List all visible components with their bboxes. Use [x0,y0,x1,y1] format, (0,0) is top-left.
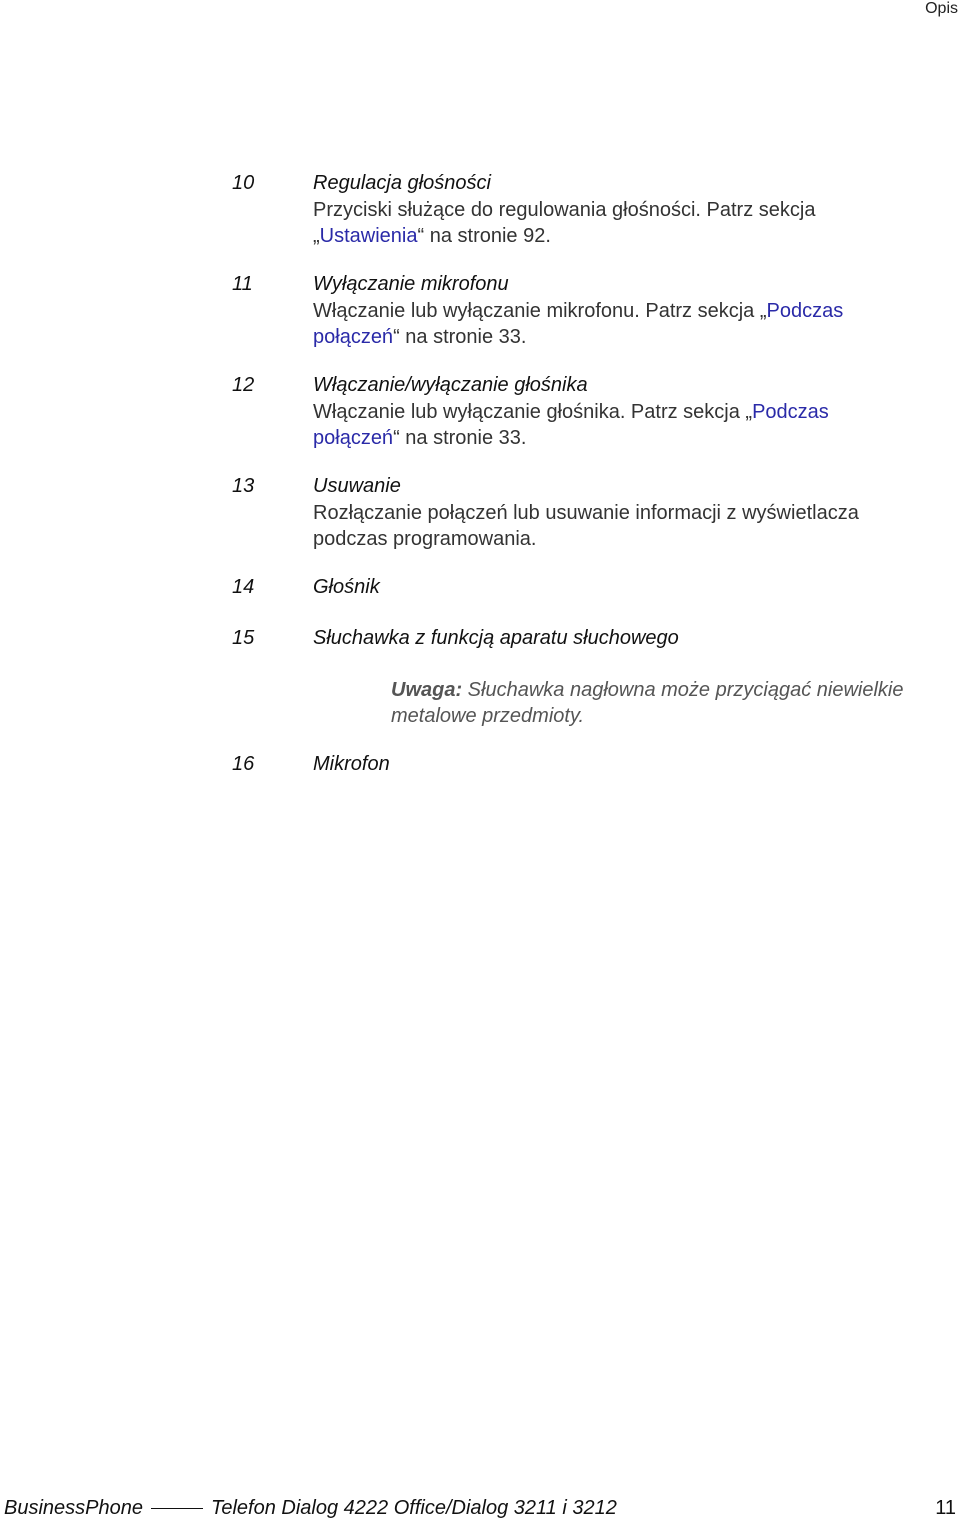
page-number: 11 [935,1497,956,1519]
desc-text: “ na stronie 33. [393,426,527,449]
entry-number: 10 [232,172,255,194]
entry-title: Słuchawka z funkcją aparatu słuchowego [313,627,679,649]
page-footer [4,1497,956,1520]
entry-number: 15 [232,627,255,649]
entry-number: 14 [232,576,255,598]
footer-brand: BusinessPhone [4,1497,143,1519]
entry-title: Głośnik [313,576,380,598]
footer-rule [151,1508,203,1509]
desc-text: “ na stronie 92. [417,224,551,247]
link-podczas-polaczen[interactable]: Podczas połączeń [313,401,829,449]
entry-number: 11 [232,273,253,295]
entry-description: Rozłączanie połączeń lub usuwanie informacji z wyświetlacza podczas programowania. [313,502,859,550]
desc-text: Przyciski służące do regulowania głośności. Patrz sekcja „ [313,199,816,247]
entry-title: Mikrofon [313,753,390,775]
entry-description [313,400,913,451]
entry-number: 13 [232,475,255,497]
entry-title: Regulacja głośności [313,172,491,194]
desc-text: Włączanie lub wyłączanie głośnika. Patrz sekcja „ [313,401,753,423]
entry-number: 16 [232,753,255,775]
entry-number: 12 [232,374,255,396]
note-label: Uwaga: [391,679,463,701]
footer-title: Telefon Dialog 4222 Office/Dialog 3211 i 3212 [210,1497,617,1519]
entry-title: Wyłączanie mikrofonu [313,273,509,295]
entry-description [313,198,913,249]
note-block [391,678,951,729]
entry-title: Włączanie/wyłączanie głośnika [313,374,588,396]
entry-description [313,299,913,350]
section-header: Opis [925,0,958,17]
link-podczas-polaczen[interactable]: Podczas połączeń [313,300,844,348]
desc-text: Włączanie lub wyłączanie mikrofonu. Patrz sekcja „ [313,300,767,322]
entry-title: Usuwanie [313,475,401,497]
note-text: Słuchawka nagłowna może przyciągać niewielkie metalowe przedmioty. [391,679,904,727]
desc-text: “ na stronie 33. [393,325,527,348]
link-ustawienia[interactable]: Ustawienia [319,224,418,247]
